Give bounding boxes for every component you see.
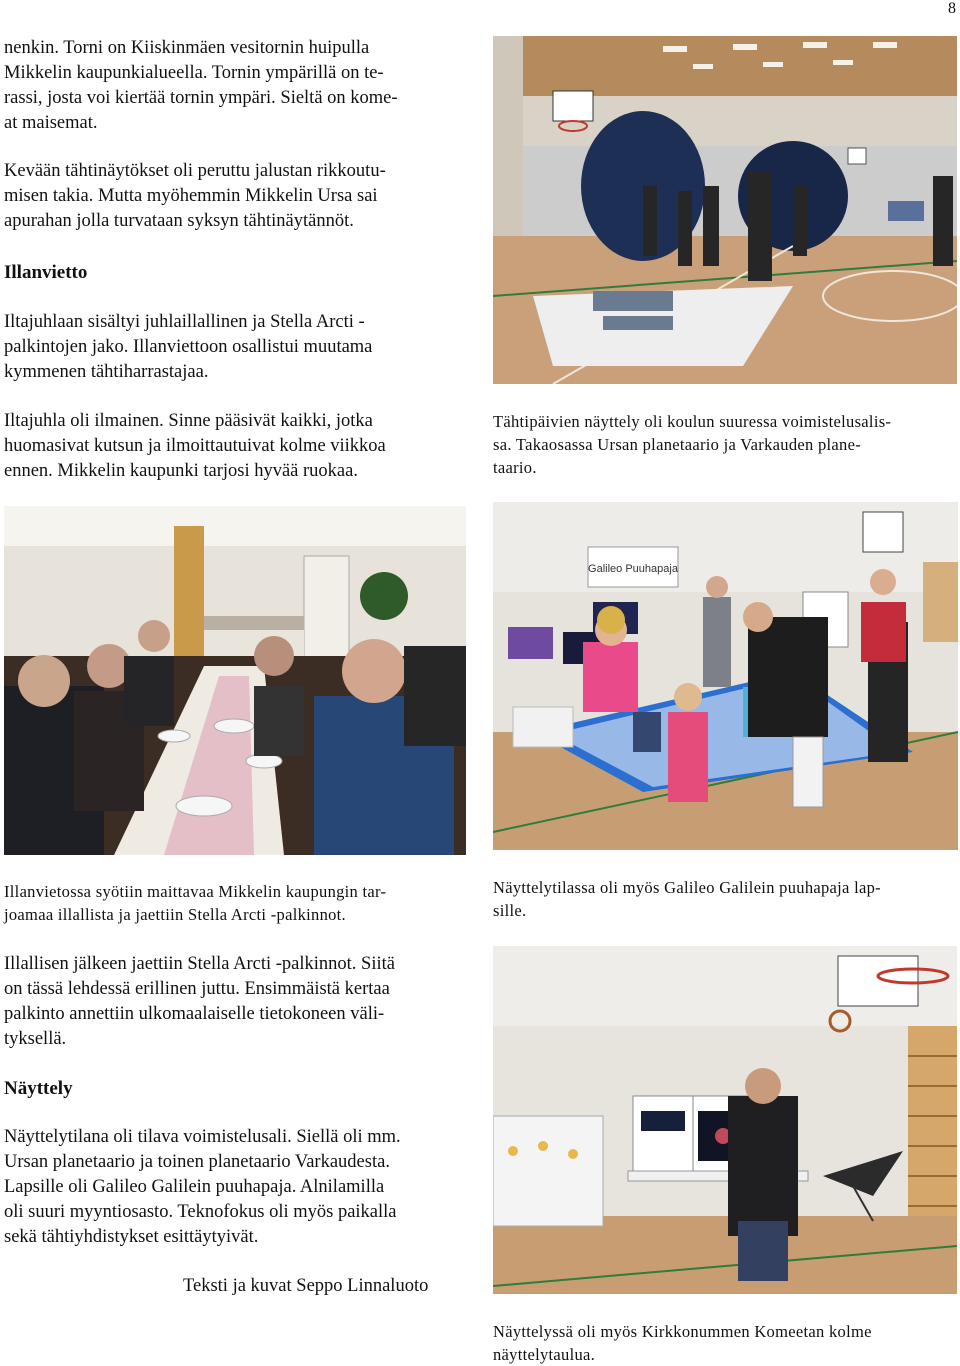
intro-paragraph-2 — [4, 159, 474, 234]
caption-line: näyttelytaulua. — [493, 1345, 596, 1364]
sign-galileo: Galileo Puuhapaja — [588, 563, 678, 575]
caption-line: Illanvietossa syötiin maittavaa Mikkelin kaupungin tar- — [4, 882, 387, 901]
illanvietto-paragraph-2 — [4, 409, 474, 484]
caption-line: taario. — [493, 458, 537, 477]
text-line: sekä tähtiyhdistykset esittäytyivät. — [4, 1227, 259, 1247]
after-dinner-paragraph — [4, 952, 474, 1052]
page-number: 8 — [948, 0, 956, 17]
text-line: tyksellä. — [4, 1029, 67, 1049]
photo-galileo-workshop — [493, 502, 958, 850]
text-line: Mikkelin kaupunkialueella. Tornin ympärillä on te- — [4, 63, 384, 83]
text-line: on tässä lehdessä erillinen juttu. Ensimmäistä kertaa — [4, 979, 390, 999]
caption-gym — [493, 410, 959, 479]
text-line: ennen. Mikkelin kaupunki tarjosi hyvää ruokaa. — [4, 461, 358, 481]
text-line: Illallisen jälkeen jaettiin Stella Arcti -palkinnot. Siitä — [4, 954, 395, 974]
caption-line: Näyttelyssä oli myös Kirkkonummen Komeetan kolme — [493, 1322, 872, 1341]
caption-workshop — [493, 876, 959, 922]
illanvietto-paragraph-1 — [4, 310, 474, 385]
text-line: Näyttelytilana oli tilava voimistelusali. Siellä oli mm. — [4, 1127, 401, 1147]
text-line: Iltajuhla oli ilmainen. Sinne pääsivät kaikki, jotka — [4, 411, 373, 431]
caption-line: Näyttelytilassa oli myös Galileo Galilein puuhapaja lap- — [493, 878, 881, 897]
text-line: palkinto annettiin ulkomaalaiselle tietokoneen väli- — [4, 1004, 385, 1024]
author-credit: Teksti ja kuvat Seppo Linnaluoto — [183, 1276, 429, 1296]
text-line: at maisemat. — [4, 113, 98, 133]
text-line: kymmenen tähtiharrastajaa. — [4, 362, 209, 382]
text-line: rassi, josta voi kiertää tornin ympäri. Sieltä on kome- — [4, 88, 398, 108]
photo-komeetta-posters — [493, 946, 957, 1294]
text-line: misen takia. Mutta myöhemmin Mikkelin Ursa sai — [4, 186, 378, 206]
text-line: oli suuri myyntiosasto. Teknofokus oli myös paikalla — [4, 1202, 397, 1222]
photo-dinner — [4, 506, 466, 855]
text-line: Ursan planetaario ja toinen planetaario Varkaudesta. — [4, 1152, 390, 1172]
photo-gym-exhibition — [493, 36, 957, 384]
caption-line: Tähtipäivien näyttely oli koulun suuressa voimistelusalis- — [493, 412, 892, 431]
caption-line: sille. — [493, 901, 527, 920]
text-line: palkintojen jako. Illanviettoon osallistui muutama — [4, 337, 373, 357]
section-heading-nayttely: Näyttely — [4, 1078, 73, 1099]
text-line: apurahan jolla turvataan syksyn tähtinäytännöt. — [4, 211, 354, 231]
text-line: Kevään tähtinäytökset oli peruttu jalustan rikkoutu- — [4, 161, 386, 181]
text-line: Lapsille oli Galileo Galilein puuhapaja. Alnilamilla — [4, 1177, 385, 1197]
caption-dinner — [4, 880, 474, 926]
text-line: Iltajuhlaan sisältyi juhlaillallinen ja Stella Arcti - — [4, 312, 365, 332]
caption-posters — [493, 1320, 959, 1366]
caption-line: joamaa illallista ja jaettiin Stella Arcti -palkinnot. — [4, 905, 346, 924]
text-line: nenkin. Torni on Kiiskinmäen vesitornin huipulla — [4, 38, 370, 58]
nayttely-paragraph — [4, 1125, 474, 1250]
intro-paragraph-1 — [4, 36, 474, 136]
caption-line: sa. Takaosassa Ursan planetaario ja Varkauden plane- — [493, 435, 861, 454]
text-line: huomasivat kutsun ja ilmoittautuivat kolme viikkoa — [4, 436, 386, 456]
section-heading-illanvietto: Illanvietto — [4, 262, 88, 283]
